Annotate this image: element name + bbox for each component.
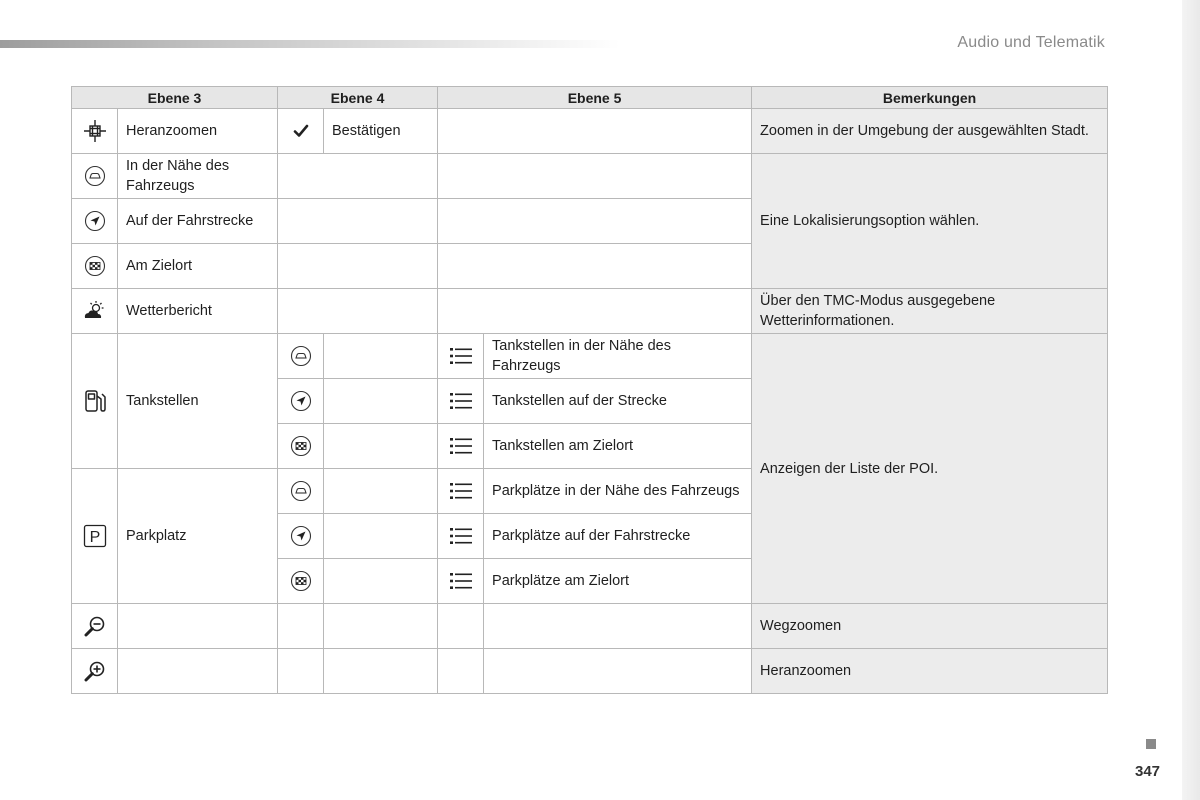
table-row — [72, 109, 1108, 154]
level5-label: Parkplätze am Zielort — [484, 559, 752, 604]
vehicle-icon — [72, 154, 118, 199]
destination-flag-icon — [278, 424, 324, 469]
level5-empty — [438, 244, 752, 289]
destination-flag-icon — [72, 244, 118, 289]
parking-icon — [72, 469, 118, 604]
table-row — [72, 649, 1108, 694]
remark: Heranzoomen — [752, 649, 1108, 694]
vehicle-icon — [278, 469, 324, 514]
level4-label: Bestätigen — [324, 109, 438, 154]
level4-empty — [278, 154, 438, 199]
level3-label: In der Nähe des Fahrzeugs — [118, 154, 278, 199]
table-row — [72, 604, 1108, 649]
list-icon — [438, 334, 484, 379]
level5-empty — [484, 604, 752, 649]
level4-empty — [278, 604, 324, 649]
column-header-remarks: Bemerkungen — [752, 87, 1108, 109]
level4-empty — [324, 649, 438, 694]
remark: Anzeigen der Liste der POI. — [752, 334, 1108, 604]
zoom-crosshair-icon — [72, 109, 118, 154]
table-row — [72, 289, 1108, 334]
header-gradient-bar — [0, 40, 620, 48]
level5-empty — [484, 649, 752, 694]
column-header-level5: Ebene 5 — [438, 87, 752, 109]
level3-empty — [118, 604, 278, 649]
route-arrow-icon — [278, 514, 324, 559]
destination-flag-icon — [278, 559, 324, 604]
level4-empty — [324, 424, 438, 469]
level5-label: Tankstellen auf der Strecke — [484, 379, 752, 424]
table-row — [72, 154, 1108, 199]
level5-empty — [438, 604, 484, 649]
level5-empty — [438, 199, 752, 244]
checkmark-icon — [278, 109, 324, 154]
vehicle-icon — [278, 334, 324, 379]
page-number: 347 — [1135, 763, 1161, 780]
list-icon — [438, 424, 484, 469]
level4-empty — [278, 199, 438, 244]
level3-label: Tankstellen — [118, 334, 278, 469]
route-arrow-icon — [278, 379, 324, 424]
level3-label: Heranzoomen — [118, 109, 278, 154]
menu-table — [71, 86, 1108, 694]
weather-icon — [72, 289, 118, 334]
remark: Zoomen in der Umgebung der ausgewählten Stadt. — [752, 109, 1108, 154]
list-icon — [438, 514, 484, 559]
level5-label: Parkplätze auf der Fahrstrecke — [484, 514, 752, 559]
list-icon — [438, 469, 484, 514]
level4-empty — [324, 469, 438, 514]
svg-text:P: P — [89, 529, 100, 546]
remark: Wegzoomen — [752, 604, 1108, 649]
list-icon — [438, 559, 484, 604]
level5-label: Parkplätze in der Nähe des Fahrzeugs — [484, 469, 752, 514]
fuel-pump-icon — [72, 334, 118, 469]
level3-label: Wetterbericht — [118, 289, 278, 334]
level4-empty — [324, 514, 438, 559]
level5-empty — [438, 649, 484, 694]
list-icon — [438, 379, 484, 424]
level5-empty — [438, 154, 752, 199]
section-title: Audio und Telematik — [957, 34, 1105, 51]
page-marker — [1146, 739, 1156, 749]
remark: Eine Lokalisierungsoption wählen. — [752, 154, 1108, 289]
zoom-in-icon — [72, 649, 118, 694]
route-arrow-icon — [72, 199, 118, 244]
level5-label: Tankstellen in der Nähe des Fahrzeugs — [484, 334, 752, 379]
level4-empty — [324, 604, 438, 649]
level4-empty — [324, 334, 438, 379]
level3-label: Parkplatz — [118, 469, 278, 604]
level3-empty — [118, 649, 278, 694]
level4-empty — [324, 379, 438, 424]
column-header-level4: Ebene 4 — [278, 87, 438, 109]
level3-label: Am Zielort — [118, 244, 278, 289]
level5-empty — [438, 109, 752, 154]
level5-empty — [438, 289, 752, 334]
level4-empty — [324, 559, 438, 604]
remark: Über den TMC-Modus ausgegebene Wetterinformationen. — [752, 289, 1108, 334]
zoom-out-icon — [72, 604, 118, 649]
level5-label: Tankstellen am Zielort — [484, 424, 752, 469]
level4-empty — [278, 289, 438, 334]
table-header-row — [72, 87, 1108, 109]
level4-empty — [278, 244, 438, 289]
table-row — [72, 334, 1108, 379]
page-edge — [1182, 0, 1200, 800]
level3-label: Auf der Fahrstrecke — [118, 199, 278, 244]
column-header-level3: Ebene 3 — [72, 87, 278, 109]
level4-empty — [278, 649, 324, 694]
